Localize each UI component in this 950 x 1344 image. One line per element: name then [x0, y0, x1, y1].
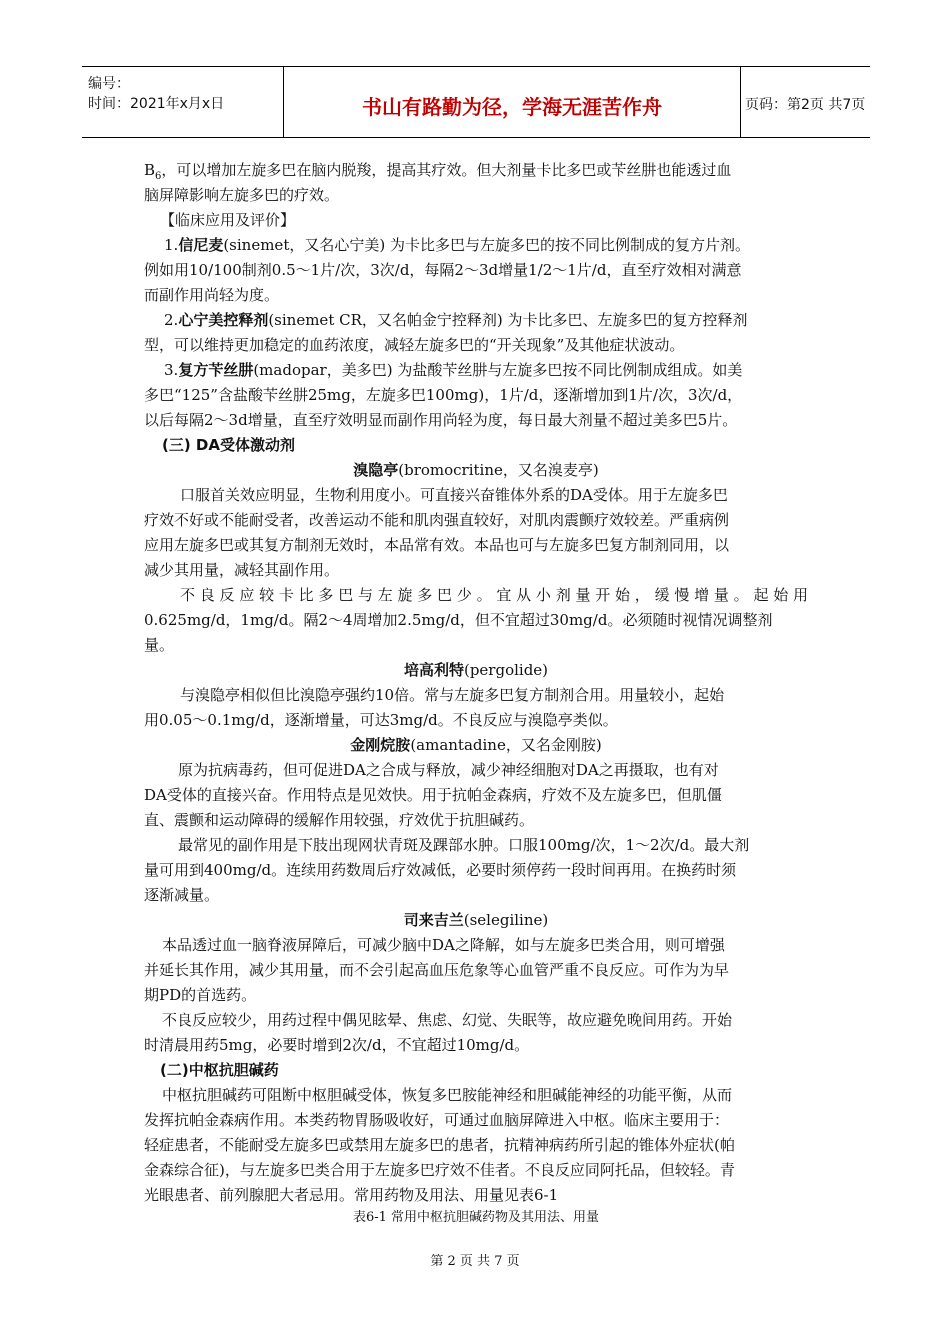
document-date-label: 时间：2021年x月x日: [88, 96, 225, 112]
body-line: 0.625mg/d，1mg/d。隔2～4周增加2.5mg/d，但不宜超过30mg/d。必须随时视情况调整剂: [144, 611, 773, 629]
body-line: 发挥抗帕金森病作用。本类药物胃肠吸收好，可通过血脑屏障进入中枢。临床主要用于：: [144, 1111, 730, 1129]
body-line: 而副作用尚轻为度。: [144, 286, 280, 304]
body-line: 金森综合征)，与左旋多巴类合用于左旋多巴疗效不佳者。不良反应同阿托品，但较轻。青: [144, 1161, 735, 1179]
body-line: 并延长其作用，减少其用量，而不会引起高血压危象等心血管严重不良反应。可作为为早: [144, 961, 730, 979]
body-line: 应用左旋多巴或其复方制剂无效时，本品常有效。本品也可与左旋多巴复方制剂同用，以: [144, 536, 730, 554]
drug-heading-amantadine: 金刚烷胺(amantadine，又名金刚胺): [350, 736, 602, 754]
drug-heading-selegiline: 司来吉兰(selegiline): [403, 911, 549, 929]
drug-name: 复方苄丝肼: [178, 361, 254, 379]
body-line: 与溴隐亭相似但比溴隐亭强约10倍。常与左旋多巴复方制剂合用。用量较小，起始: [180, 686, 725, 704]
body-line: $B_6$，可以增加左旋多巴在脑内脱羧，提高其疗效。但大剂量卡比多巴或苄丝肼也能透过血: [144, 161, 732, 182]
header-left-cell: [82, 67, 283, 137]
body-line: 口服首关效应明显，生物利用度小。可直接兴奋锥体外系的DA受体。用于左旋多巴: [180, 486, 728, 504]
body-line: 本品透过血一脑脊液屏障后，可减少脑中DA之降解，如与左旋多巴类合用，则可增强: [162, 936, 725, 954]
body-line: 以后每隔2～3d增量，直至疗效明显而副作用尚轻为度，每日最大剂量不超过美多巴5片。: [144, 411, 738, 429]
page-header: [82, 66, 870, 138]
body-line: 逐渐减量。: [144, 886, 220, 904]
body-line: DA受体的直接兴奋。作用特点是见效快。用于抗帕金森病，疗效不及左旋多巴，但肌僵: [144, 786, 722, 804]
body-line: 量。: [144, 636, 175, 654]
body-line: 中枢抗胆碱药可阻断中枢胆碱受体，恢复多巴胺能神经和胆碱能神经的功能平衡，从而: [162, 1086, 733, 1104]
body-line: 时清晨用药5mg，必要时增到2次/d，不宜超过10mg/d。: [144, 1036, 530, 1054]
body-line: 3.复方苄丝肼(madopar，美多巴) 为盐酸苄丝肼与左旋多巴按不同比例制成组成。如美: [164, 361, 743, 379]
document-number-label: 编号：: [88, 76, 130, 92]
body-line: 原为抗病毒药，但可促进DA之合成与释放，减少神经细胞对DA之再摄取，也有对: [178, 761, 719, 779]
drug-name: 信尼麦: [178, 236, 224, 254]
section-heading-da-agonists: (三) DA受体激动剂: [162, 436, 295, 454]
body-line: 多巴“125”含盐酸苄丝肼25mg，左旋多巴100mg)，1片/d，逐渐增加到1片/次，3次/d，: [144, 386, 743, 404]
header-page-label: 页码：第2页 共7页: [745, 97, 866, 113]
table-caption: 表6-1 常用中枢抗胆碱药物及其用法、用量: [352, 1210, 600, 1225]
drug-heading-bromocriptine: 溴隐亭(bromocritine，又名溴麦亭): [353, 461, 599, 479]
body-line: 用0.05～0.1mg/d，逐渐增量，可达3mg/d。不良反应与溴隐亭类似。: [144, 711, 618, 729]
body-line: 2.心宁美控释剂(sinemet CR，又名帕金宁控释剂) 为卡比多巴、左旋多巴的复方控释剂: [164, 311, 748, 329]
drug-heading-pergolide: 培高利特(pergolide): [403, 661, 549, 679]
body-line: 量可用到400mg/d。连续用药数周后疗效减低，必要时须停药一段时间再用。在换药时须: [144, 861, 737, 879]
body-line: 期PD的首选药。: [144, 986, 257, 1004]
section-heading: 【临床应用及评价】: [160, 211, 296, 229]
header-motto-cell: [283, 67, 741, 137]
body-line: 轻症患者，不能耐受左旋多巴或禁用左旋多巴的患者，抗精神病药所引起的锥体外症状(帕: [144, 1136, 735, 1154]
body-line: 不良反应较少，用药过程中偶见眩晕、焦虑、幻觉、失眠等，故应避免晚间用药。开始: [162, 1011, 733, 1029]
page-footer: 第 2 页 共 7 页: [430, 1254, 520, 1269]
body-line: 脑屏障影响左旋多巴的疗效。: [144, 186, 340, 204]
body-line: 例如用10/100制剂0.5～1片/次，3次/d，每隔2～3d增量1/2～1片/d，直至疗效相对满意: [144, 261, 742, 279]
section-heading-anticholinergics: (二)中枢抗胆碱药: [160, 1061, 279, 1079]
header-motto: 书山有路勤为径，学海无涯苦作舟: [362, 95, 662, 119]
body-line: 疗效不好或不能耐受者，改善运动不能和肌肉强直较好，对肌肉震颤疗效较差。严重病例: [144, 511, 730, 529]
body-line: 型，可以维持更加稳定的血药浓度，减轻左旋多巴的“开关现象”及其他症状波动。: [144, 336, 685, 354]
body-line: 光眼患者、前列腺肥大者忌用。常用药物及用法、用量见表6-1: [144, 1186, 559, 1204]
body-line: 直、震颤和运动障碍的缓解作用较强，疗效优于抗胆碱药。: [144, 811, 535, 829]
body-line: 不良反应较卡比多巴与左旋多巴少。宜从小剂量开始，缓慢增量。起始用: [180, 586, 808, 604]
body-line: 最常见的副作用是下肢出现网状青斑及踝部水肿。口服100mg/次，1～2次/d。最大剂: [178, 836, 750, 854]
header-page-cell: [739, 67, 870, 137]
body-line: 减少其用量，减轻其副作用。: [144, 561, 340, 579]
drug-name: 心宁美控释剂: [178, 311, 269, 329]
body-line: 1.信尼麦(sinemet，又名心宁美) 为卡比多巴与左旋多巴的按不同比例制成的复方片剂。: [164, 236, 750, 254]
